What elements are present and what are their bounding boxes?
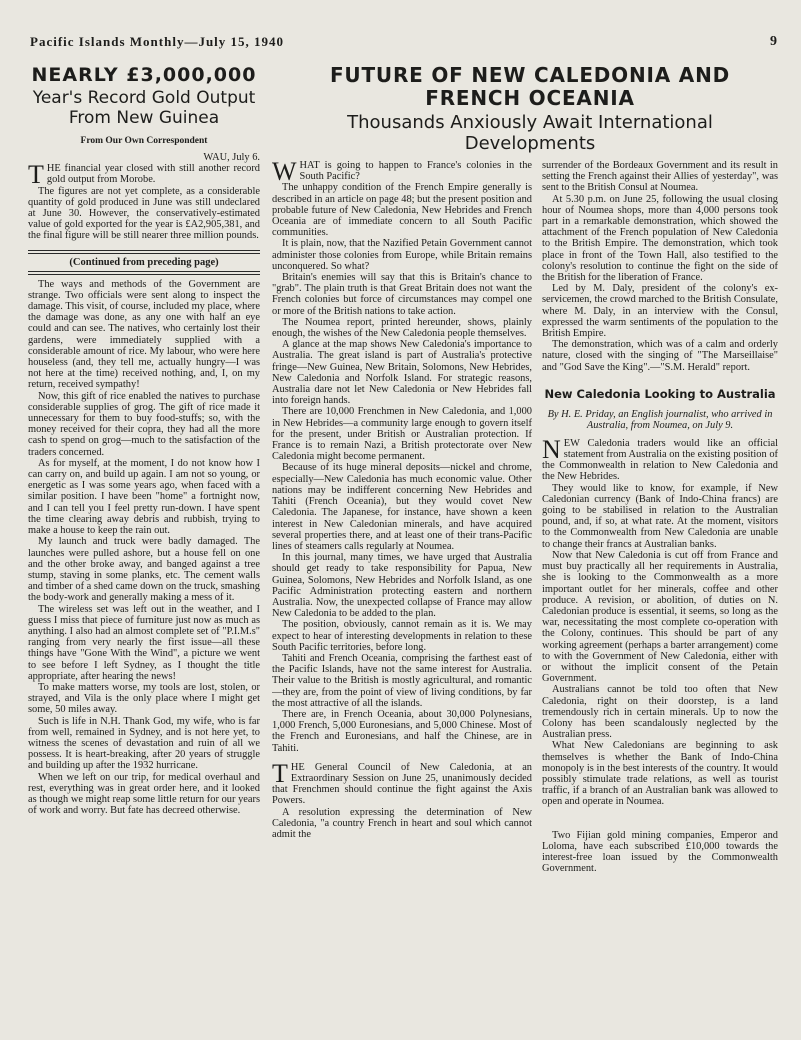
gold-subhead: Year's Record Gold Output From New Guinea [32,88,256,128]
caledonia-paragraph: It is plain, now, that the Nazified Petain Government cannot administer those colonies from Europe, while Britain remains unconquered. So what? [272,238,532,272]
drop-cap: T [28,160,44,190]
caledonia-paragraph: In this journal, many times, we have urged that Australia should get ready to take responsibility for Papua, New Guinea, Solomons, New Hebrides and Norfolk Island, as one Pacific Administration protecting eastern and northern Australia. Now, the unexpected collapse of France may allow New Caledonia to be added to the plan. [272,552,532,620]
caledonia-paragraph-first: WHAT is going to happen to France's colonies in the South Pacific? [272,160,532,186]
looking-paragraph: Australians cannot be told too often that New Caledonia, right on their doorstep, is a land tremendously rich in certain minerals. Up to now the Colony has been scandalously neglected by the Australian press. [542,684,778,741]
fijian-paragraph: Two Fijian gold mining companies, Emperor and Loloma, have each subscribed £10,000 towards the interest-free loan issued by the Commonwealth Government. [542,829,778,875]
gold-paragraph-2: The figures are not yet complete, as a considerable quantity of gold produced in June was still undeclared at June 30. However, the conservatively-estimated value of gold exported for the year is £A2,905,381, and the final figure will be still nearer three million pounds. [28,185,260,242]
continued-paragraph: As for myself, at the moment, I do not know how I can carry on, and build up again. I am not so young, or energetic as I was some years ago, when faced with a similar position. I have been "home" a fortnight now, and I can tell you I feel pretty run-down. I have spent the time clearing away debris and rubbish, trying to make a house to keep the rain out. [28,457,260,537]
continued-paragraph: To make matters worse, my tools are lost, stolen, or strayed, and Vila is the only place where I might get some, 50 miles away. [28,681,260,716]
caledonia-subhead: Thousands Anxiously Await International Developments [347,112,713,154]
caledonia-paragraph: A glance at the map shows New Caledonia's importance to Australia. The great island is part of Australia's protective fringe—New Guinea, New Britain, Solomons, New Hebrides, New Caledonia and Norfolk Island. For strategic reasons, Australia dare not let New Caledonia or New Hebrides fall into foreign hands. [272,339,532,407]
council-continuation: The demonstration, which was of a calm and orderly nature, closed with the singing of "The Marseillaise" and "God Save the King".—"S.M. Herald" report. [542,339,778,373]
looking-paragraph: What New Caledonians are beginning to ask themselves is whether the Bank of Indo-China monopoly is in the best interests of the country. It would possibly stimulate trade relations, as well as tourist traffic, if a branch of an Australian bank was allowed to open and operate in Noumea. [542,740,778,808]
caledonia-paragraph: The Noumea report, printed hereunder, shows, plainly enough, the wishes of the New Caledonia people themselves. [272,316,532,340]
drop-cap: T [272,758,288,788]
looking-paragraph: Now that New Caledonia is cut off from France and must buy practically all her requirements in Australia, she is looking to the Commonwealth as a more important outlet for her minerals, coffee and other produce. A revision, or abolition, of duties on N. Caledonian produce is essential, it seems, so long as the war, necessitating the most complete co-operation with the Colony, continues. This should be part of any working agreement (perhaps a barter arrangement) come to with the Government of New Caledonia, either with or without the implicit consent of the Petain Government. [542,549,778,685]
looking-paragraph: They would like to know, for example, if New Caledonian currency (Bank of Indo-China francs) are going to be stabilised in relation to the Australian pound, and, if so, at what rate. At the moment, visitors to the Commonwealth from New Caledonia are unable to change their francs at Australian banks. [542,482,778,550]
council-continuation: Led by M. Daly, president of the colony's ex-servicemen, the crowd marched to the British Consulate, where M. Daly, in an interview with the Consul, expressed the warm sentiments of the population to the British Empire. [542,283,778,340]
caledonia-paragraph: Tahiti and French Oceania, comprising the farthest east of the Pacific Islands, have not the same interest for Australia. Their value to the British is mostly agricultural, and romantic—they are, from the point of view of living conditions, by far the most attractive of all the islands. [272,652,532,709]
page-number: 9 [770,34,777,49]
spacer [272,754,532,762]
gold-headline: NEARLY £3,000,000 [31,64,257,86]
continued-label: (Continued from preceding page) [69,256,219,268]
column-left [28,60,260,1020]
caledonia-paragraph: There are, in French Oceania, about 30,000 Polynesians, 1,000 French, 5,000 Euronesians, and 5,000 Chinese. Most of the French and Euronesians, and half the Chinese, are in Tahiti. [272,708,532,754]
gold-byline: From Our Own Correspondent [80,136,208,146]
gold-paragraph-1: THE financial year closed with still another record gold output from Morobe. [28,160,260,190]
caledonia-paragraph: The unhappy condition of the French Empire generally is described in an article on page 48; but the present position and probable future of New Caledonia, New Hebrides and French Oceania are of immediate concern to all South Pacific communities. [272,182,532,239]
section-divider [28,250,260,254]
caledonia-paragraph: The position, obviously, cannot remain as it is. We may expect to hear of interesting developments in relation to these South Pacific territories, before long. [272,619,532,653]
council-continuation: surrender of the Bordeaux Government and its result in setting the French against their Allies of yesterday", was sent to the British Consul at Noumea. [542,160,778,194]
continued-paragraph: Now, this gift of rice enabled the natives to purchase considerable supplies of grog. The gift of rice made it unnecessary for them to buy food-stuffs; so, with the money received for their copra, they had all the more cash to spend on grog—much to the satisfaction of the traders concerned. [28,390,260,458]
looking-headline: New Caledonia Looking to Australia [544,386,776,401]
caledonia-paragraph: Britain's enemies will say that this is Britain's chance to "grab". The plain truth is that Great Britain does not want the French colonies but force of circumstances may compel one or more of the British nations to take action. [272,272,532,317]
continued-paragraph: When we left on our trip, for medical overhaul and rest, everything was in great order here, and it looked as though we might reap some little return for our years of work and worry. But fate has decreed otherwise. [28,771,260,817]
council-paragraph: A resolution expressing the determination of New Caledonia, "a country French in heart and soul which cannot admit the [272,806,532,840]
council-continuation: At 5.30 p.m. on June 25, following the usual closing hour of Noumea shops, more than 4,000 persons took part in a remarkable demonstration, which showed the attachment of the French population of New Caledonia to the British Empire. The demonstration, which took place in front of the Town Hall, also testified to the colony's resolution to continue the fight on the side of the British for the liberation of France. [542,193,778,284]
caledonia-headline: FUTURE OF NEW CALEDONIA AND FRENCH OCEANIA [329,63,731,110]
looking-paragraph-first: NEW Caledonia traders would like an official statement from Australia on the existing position of the Commonwealth in relation to New Caledonia and the New Hebrides. [542,434,778,483]
continued-paragraph: The wireless set was left out in the weather, and I guess I miss that piece of furniture just now as much as anything. I also had an almost complete set of "P.I.M.s" ranging from very nearly the first issue—all these things have "Gone With the Wind", a picture we went to see before I left Sydney, as I thought the title appropriate, after hearing the news! [28,603,260,682]
caledonia-paragraph: Because of its huge mineral deposits—nickel and chrome, especially—New Caledonia has much economic value. Other nations may be indifferent concerning New Hebrides and Tahiti (French Oceania), but they would covet New Caledonia. The Japanese, for instance, have shown a keen interest in New Caledonian minerals, and have acquired several properties there, and at least one of their trans-Pacific lines of steamers calls regularly at Noumea. [272,462,532,552]
running-head: Pacific Islands Monthly—July 15, 1940 [30,34,285,49]
column-right [542,160,778,1020]
drop-cap: W [272,160,297,186]
section-divider [28,271,260,275]
continued-paragraph: Such is life in N.H. Thank God, my wife, who is far from well, remained in Sydney, and is not here yet, to witness the scenes of devastation and ruin of all we possess. It is heart-breaking, after 20 years of struggle and building up after the 1932 hurricane. [28,715,260,772]
continued-paragraph: The ways and methods of the Government are strange. Two officials were sent along to inspect the damage. This visit, of course, included my place, where the damage was done, as any one with half an eye could and can see. The natives, who certainly lost their gardens, were immediately supplied with a considerable amount of rice. My labour, who were here houseless (and, they tell me, actually hungry—I was not here at the time) received nothing, and, I, on my return, received sympathy! [28,278,260,391]
continued-paragraph: My launch and truck were badly damaged. The launches were pulled ashore, but a house fell on one and the other broke away, and banged against a tree stump, staving in some planks, etc. The cement walls and timber of a shed came down on the truck, smashing the body-work and generally making a mess of it. [28,536,260,604]
caledonia-paragraph: There are 10,000 Frenchmen in New Caledonia, and 1,000 in New Hebrides—a community large enough to govern itself for the present, under British or Australian protection. If France is to remain Nazi, a British protectorate over New Caledonia might become permanent. [272,406,532,463]
column-middle [272,160,532,1020]
council-paragraph-first: THE General Council of New Caledonia, at an Extraordinary Session on June 25, unanimously decided that Frenchmen should continue the fight against the Axis Powers. [272,758,532,807]
looking-byline: By H. E. Priday, an English journalist, who arrived in Australia, from Noumea, on July 9. [547,408,773,432]
gold-dateline: WAU, July 6. [203,152,260,163]
drop-cap: N [542,434,561,464]
spacer [542,808,778,830]
